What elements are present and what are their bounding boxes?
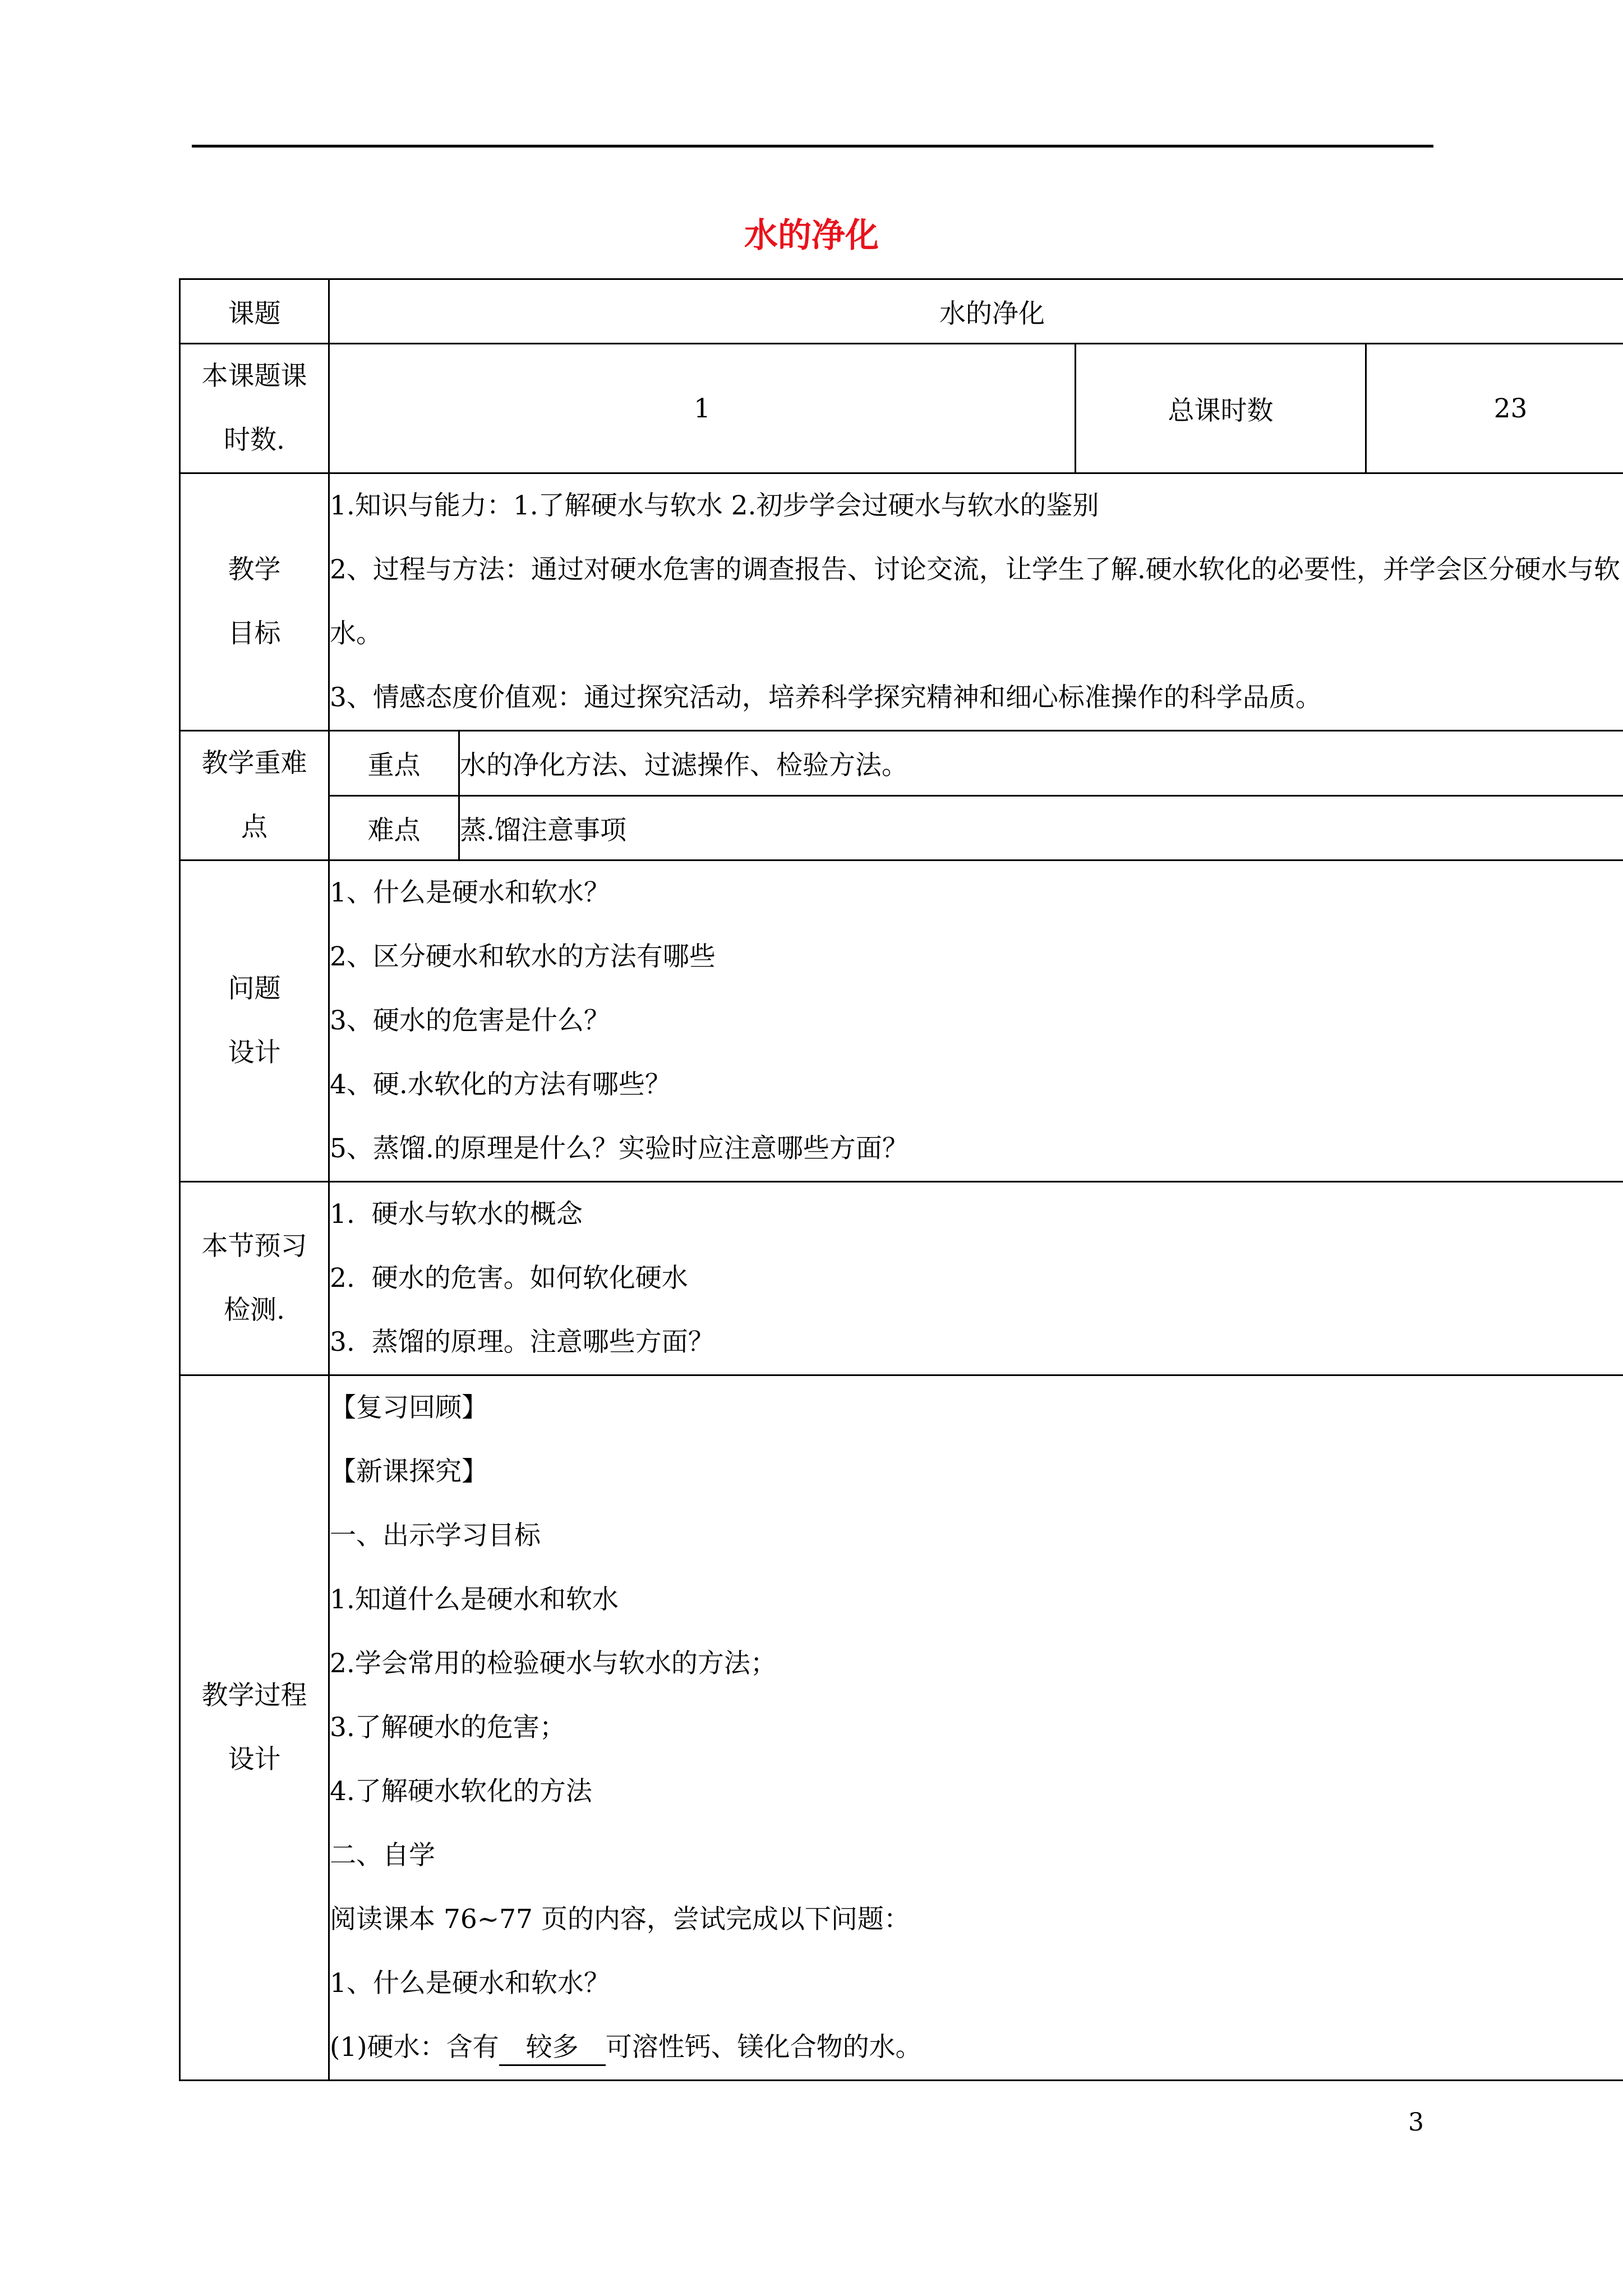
fill-blank-prefix: (1)硬水：含有 bbox=[330, 2032, 499, 2063]
process-label bbox=[180, 1375, 329, 2081]
fill-blank-answer: 较多 bbox=[499, 2031, 606, 2066]
process-line: 二、自学 bbox=[330, 1840, 435, 1871]
process-line: 【复习回顾】 bbox=[330, 1392, 488, 1423]
goal-line: 2、过程与方法：通过对硬水危害的调查报告、讨论交流，让学生了解.硬水软化的必要性，并学会区分硬水与软水。 bbox=[330, 554, 1620, 649]
key-points-label bbox=[180, 731, 329, 861]
hours-label bbox=[180, 344, 329, 473]
topic-value: 水的净化 bbox=[329, 279, 1623, 344]
process-line: 一、出示学习目标 bbox=[330, 1520, 541, 1551]
key-row-focus bbox=[180, 731, 1623, 796]
question-line: 3、硬水的危害是什么？ bbox=[330, 1005, 610, 1036]
process-line: 【新课探究】 bbox=[330, 1456, 488, 1487]
process-line: 1、什么是硬水和软水？ bbox=[330, 1968, 610, 1999]
preview-line: 3. 蒸馏的原理。注意哪些方面？ bbox=[330, 1327, 714, 1358]
questions-label-line1: 问题 bbox=[228, 973, 281, 1004]
questions-content bbox=[329, 861, 1623, 1182]
preview-line: 1. 硬水与软水的概念 bbox=[330, 1199, 583, 1230]
header-rule bbox=[192, 145, 1433, 148]
page-number: 3 bbox=[1408, 2108, 1424, 2137]
process-content bbox=[329, 1375, 1623, 2081]
lesson-plan-table bbox=[179, 278, 1623, 2081]
difficulty-label: 难点 bbox=[329, 796, 459, 861]
goals-row bbox=[180, 473, 1623, 731]
total-hours-value: 23 bbox=[1366, 344, 1623, 473]
fill-blank-suffix: 可溶性钙、镁化合物的水。 bbox=[605, 2032, 922, 2063]
goals-label-line1: 教学 bbox=[228, 554, 281, 585]
topic-row bbox=[180, 279, 1623, 344]
focus-value: 水的净化方法、过滤操作、检验方法。 bbox=[459, 731, 1623, 796]
process-line: 阅读课本 76~77 页的内容，尝试完成以下问题： bbox=[330, 1904, 910, 1935]
total-hours-label: 总课时数 bbox=[1076, 344, 1366, 473]
process-line-fill-blank bbox=[330, 2016, 1623, 2079]
hours-label-line2: 时数. bbox=[224, 425, 285, 455]
questions-label-line2: 设计 bbox=[228, 1037, 281, 1068]
questions-label bbox=[180, 861, 329, 1182]
goals-label-line2: 目标 bbox=[228, 618, 281, 649]
key-label-line2: 点 bbox=[241, 812, 268, 843]
process-line: 3.了解硬水的危害； bbox=[330, 1712, 566, 1743]
preview-label-line2: 检测. bbox=[224, 1295, 285, 1326]
process-row bbox=[180, 1375, 1623, 2081]
process-line: 2.学会常用的检验硬水与软水的方法； bbox=[330, 1648, 777, 1679]
page-title: 水的净化 bbox=[744, 216, 879, 255]
question-line: 1、什么是硬水和软水？ bbox=[330, 877, 610, 908]
difficulty-value: 蒸.馏注意事项 bbox=[459, 796, 1623, 861]
preview-content bbox=[329, 1182, 1623, 1375]
preview-row bbox=[180, 1182, 1623, 1375]
topic-label: 课题 bbox=[180, 279, 329, 344]
preview-label bbox=[180, 1182, 329, 1375]
preview-label-line1: 本节预习 bbox=[201, 1231, 307, 1262]
hours-value: 1 bbox=[329, 344, 1076, 473]
hours-row bbox=[180, 344, 1623, 473]
key-row-difficulty bbox=[180, 796, 1623, 861]
process-line: 1.知道什么是硬水和软水 bbox=[330, 1584, 619, 1615]
preview-line: 2. 硬水的危害。如何软化硬水 bbox=[330, 1263, 688, 1294]
question-line: 2、区分硬水和软水的方法有哪些 bbox=[330, 941, 716, 972]
goals-label bbox=[180, 473, 329, 731]
goal-line: 3、情感态度价值观：通过探究活动，培养科学探究精神和细心标准操作的科学品质。 bbox=[330, 682, 1322, 713]
process-line: 4.了解硬水软化的方法 bbox=[330, 1776, 592, 1807]
process-label-line2: 设计 bbox=[228, 1744, 281, 1775]
process-label-line1: 教学过程 bbox=[201, 1680, 307, 1711]
questions-row bbox=[180, 861, 1623, 1182]
focus-label: 重点 bbox=[329, 731, 459, 796]
key-label-line1: 教学重难 bbox=[201, 748, 307, 779]
question-line: 5、蒸馏.的原理是什么？实验时应注意哪些方面？ bbox=[330, 1133, 909, 1164]
goals-content bbox=[329, 473, 1623, 731]
goal-line: 1.知识与能力：1.了解硬水与软水 2.初步学会过硬水与软水的鉴别 bbox=[330, 490, 1099, 521]
hours-label-line1: 本课题课 bbox=[201, 361, 307, 392]
question-line: 4、硬.水软化的方法有哪些？ bbox=[330, 1069, 671, 1100]
